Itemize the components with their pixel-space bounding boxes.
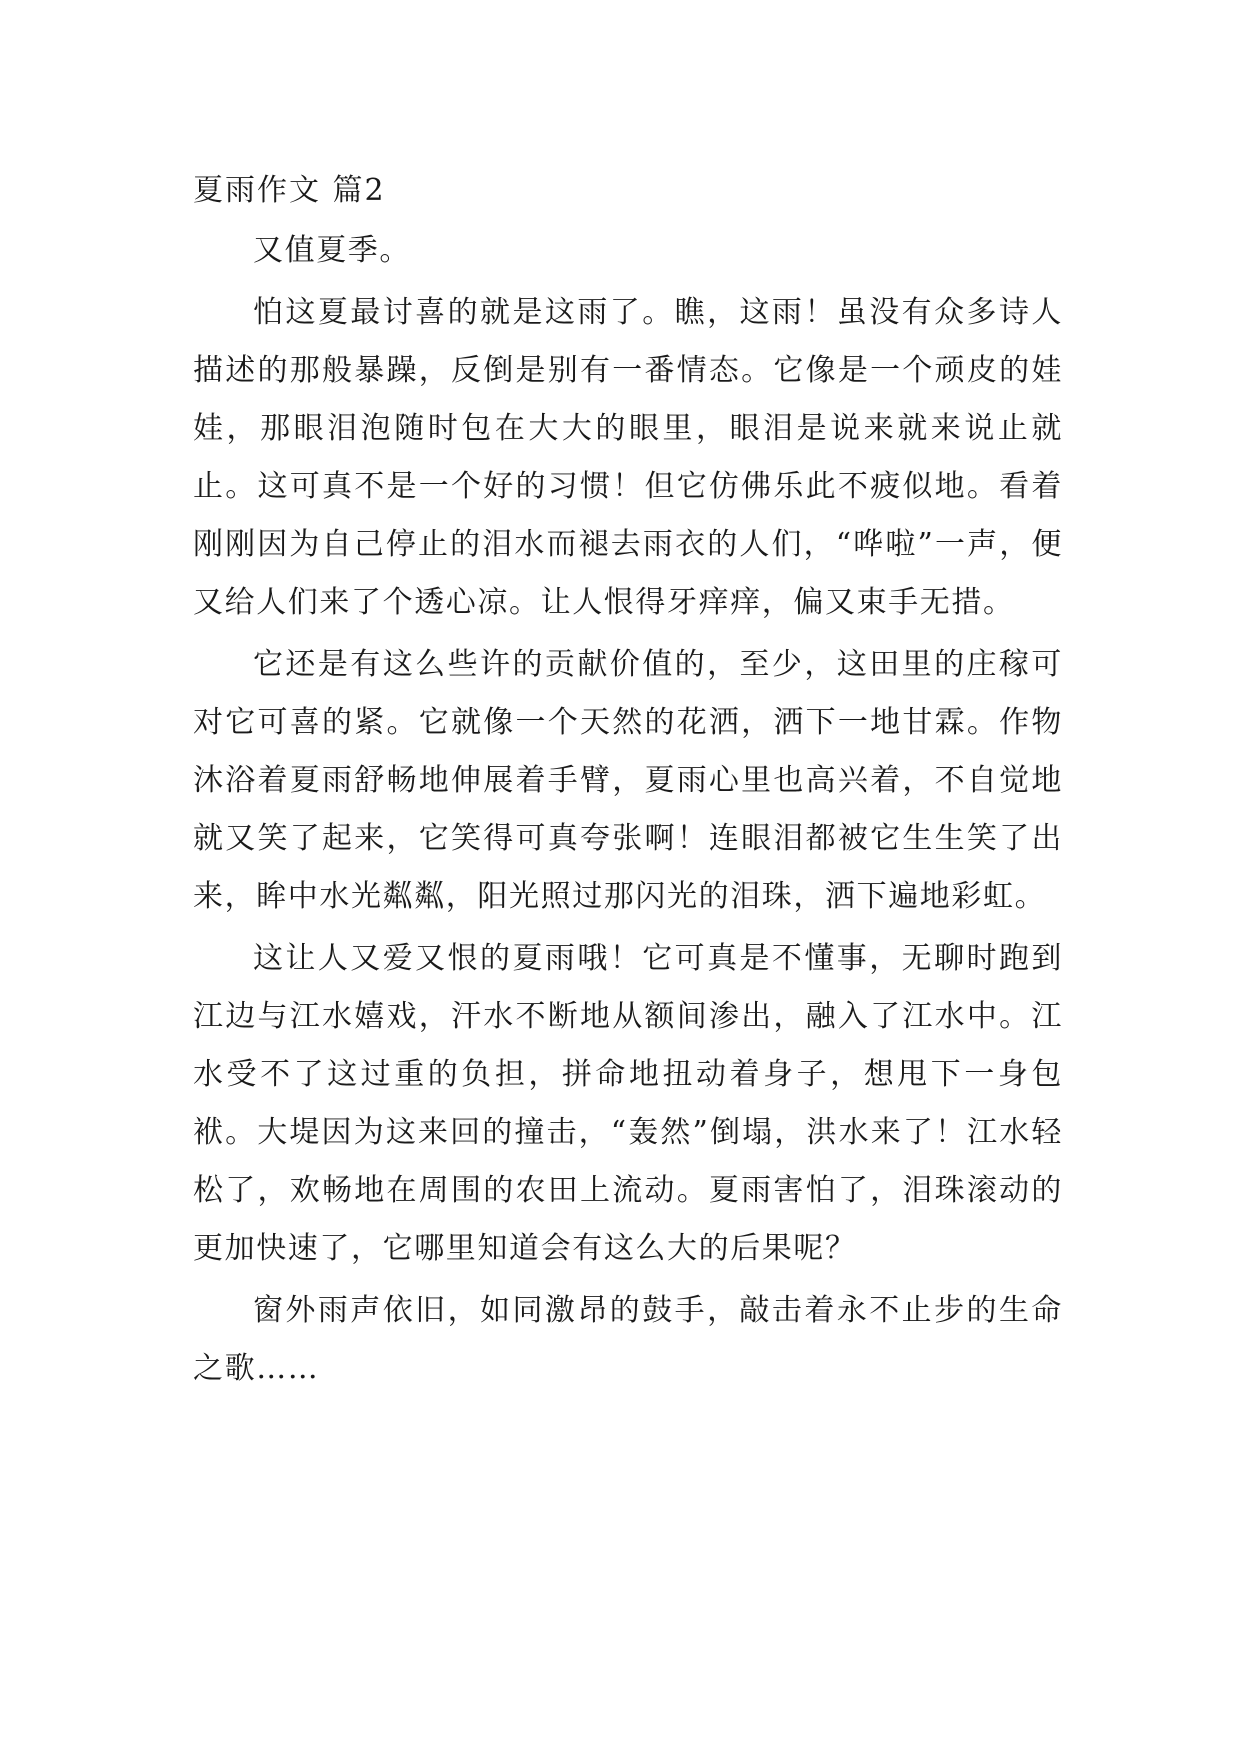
- paragraph-1: 又值夏季。: [253, 233, 411, 268]
- paragraph-4: 这让人又爱又恨的夏雨哦！它可真是不懂事，无聊时跑到江边与江水嬉戏，汗水不断地从额间渗出，融入了江水中。江水受不了这过重的负担，拼命地扭动着身子，想甩下一身包袱。大堤因为这来回的撞击，“轰然”倒塌，洪水来了！江水轻松了，欢畅地在周围的农田上流动。夏雨害怕了，泪珠滚动的更加快速了，它哪里知道会有这么大的后果呢？: [193, 941, 1063, 1266]
- paragraph-2: 怕这夏最讨喜的就是这雨了。瞧，这雨！虽没有众多诗人描述的那般暴躁，反倒是别有一番情态。它像是一个顽皮的娃娃，那眼泪泡随时包在大大的眼里，眼泪是说来就来说止就止。这可真不是一个好的习惯！但它仿佛乐此不疲似地。看着刚刚因为自己停止的泪水而褪去雨衣的人们，“哗啦”一声，便又给人们来了个透心凉。让人恨得牙痒痒，偏又束手无措。: [193, 295, 1063, 620]
- paragraph-5: 窗外雨声依旧，如同激昂的鼓手，敲击着永不止步的生命之歌……: [193, 1293, 1063, 1386]
- document-title: 夏雨作文 篇2: [193, 173, 386, 208]
- document-body: [193, 162, 1063, 1402]
- paragraph-3: 它还是有这么些许的贡献价值的，至少，这田里的庄稼可对它可喜的紧。它就像一个天然的花洒，洒下一地甘霖。作物沐浴着夏雨舒畅地伸展着手臂，夏雨心里也高兴着，不自觉地就又笑了起来，它笑得可真夸张啊！连眼泪都被它生生笑了出来，眸中水光粼粼，阳光照过那闪光的泪珠，洒下遍地彩虹。: [193, 647, 1063, 914]
